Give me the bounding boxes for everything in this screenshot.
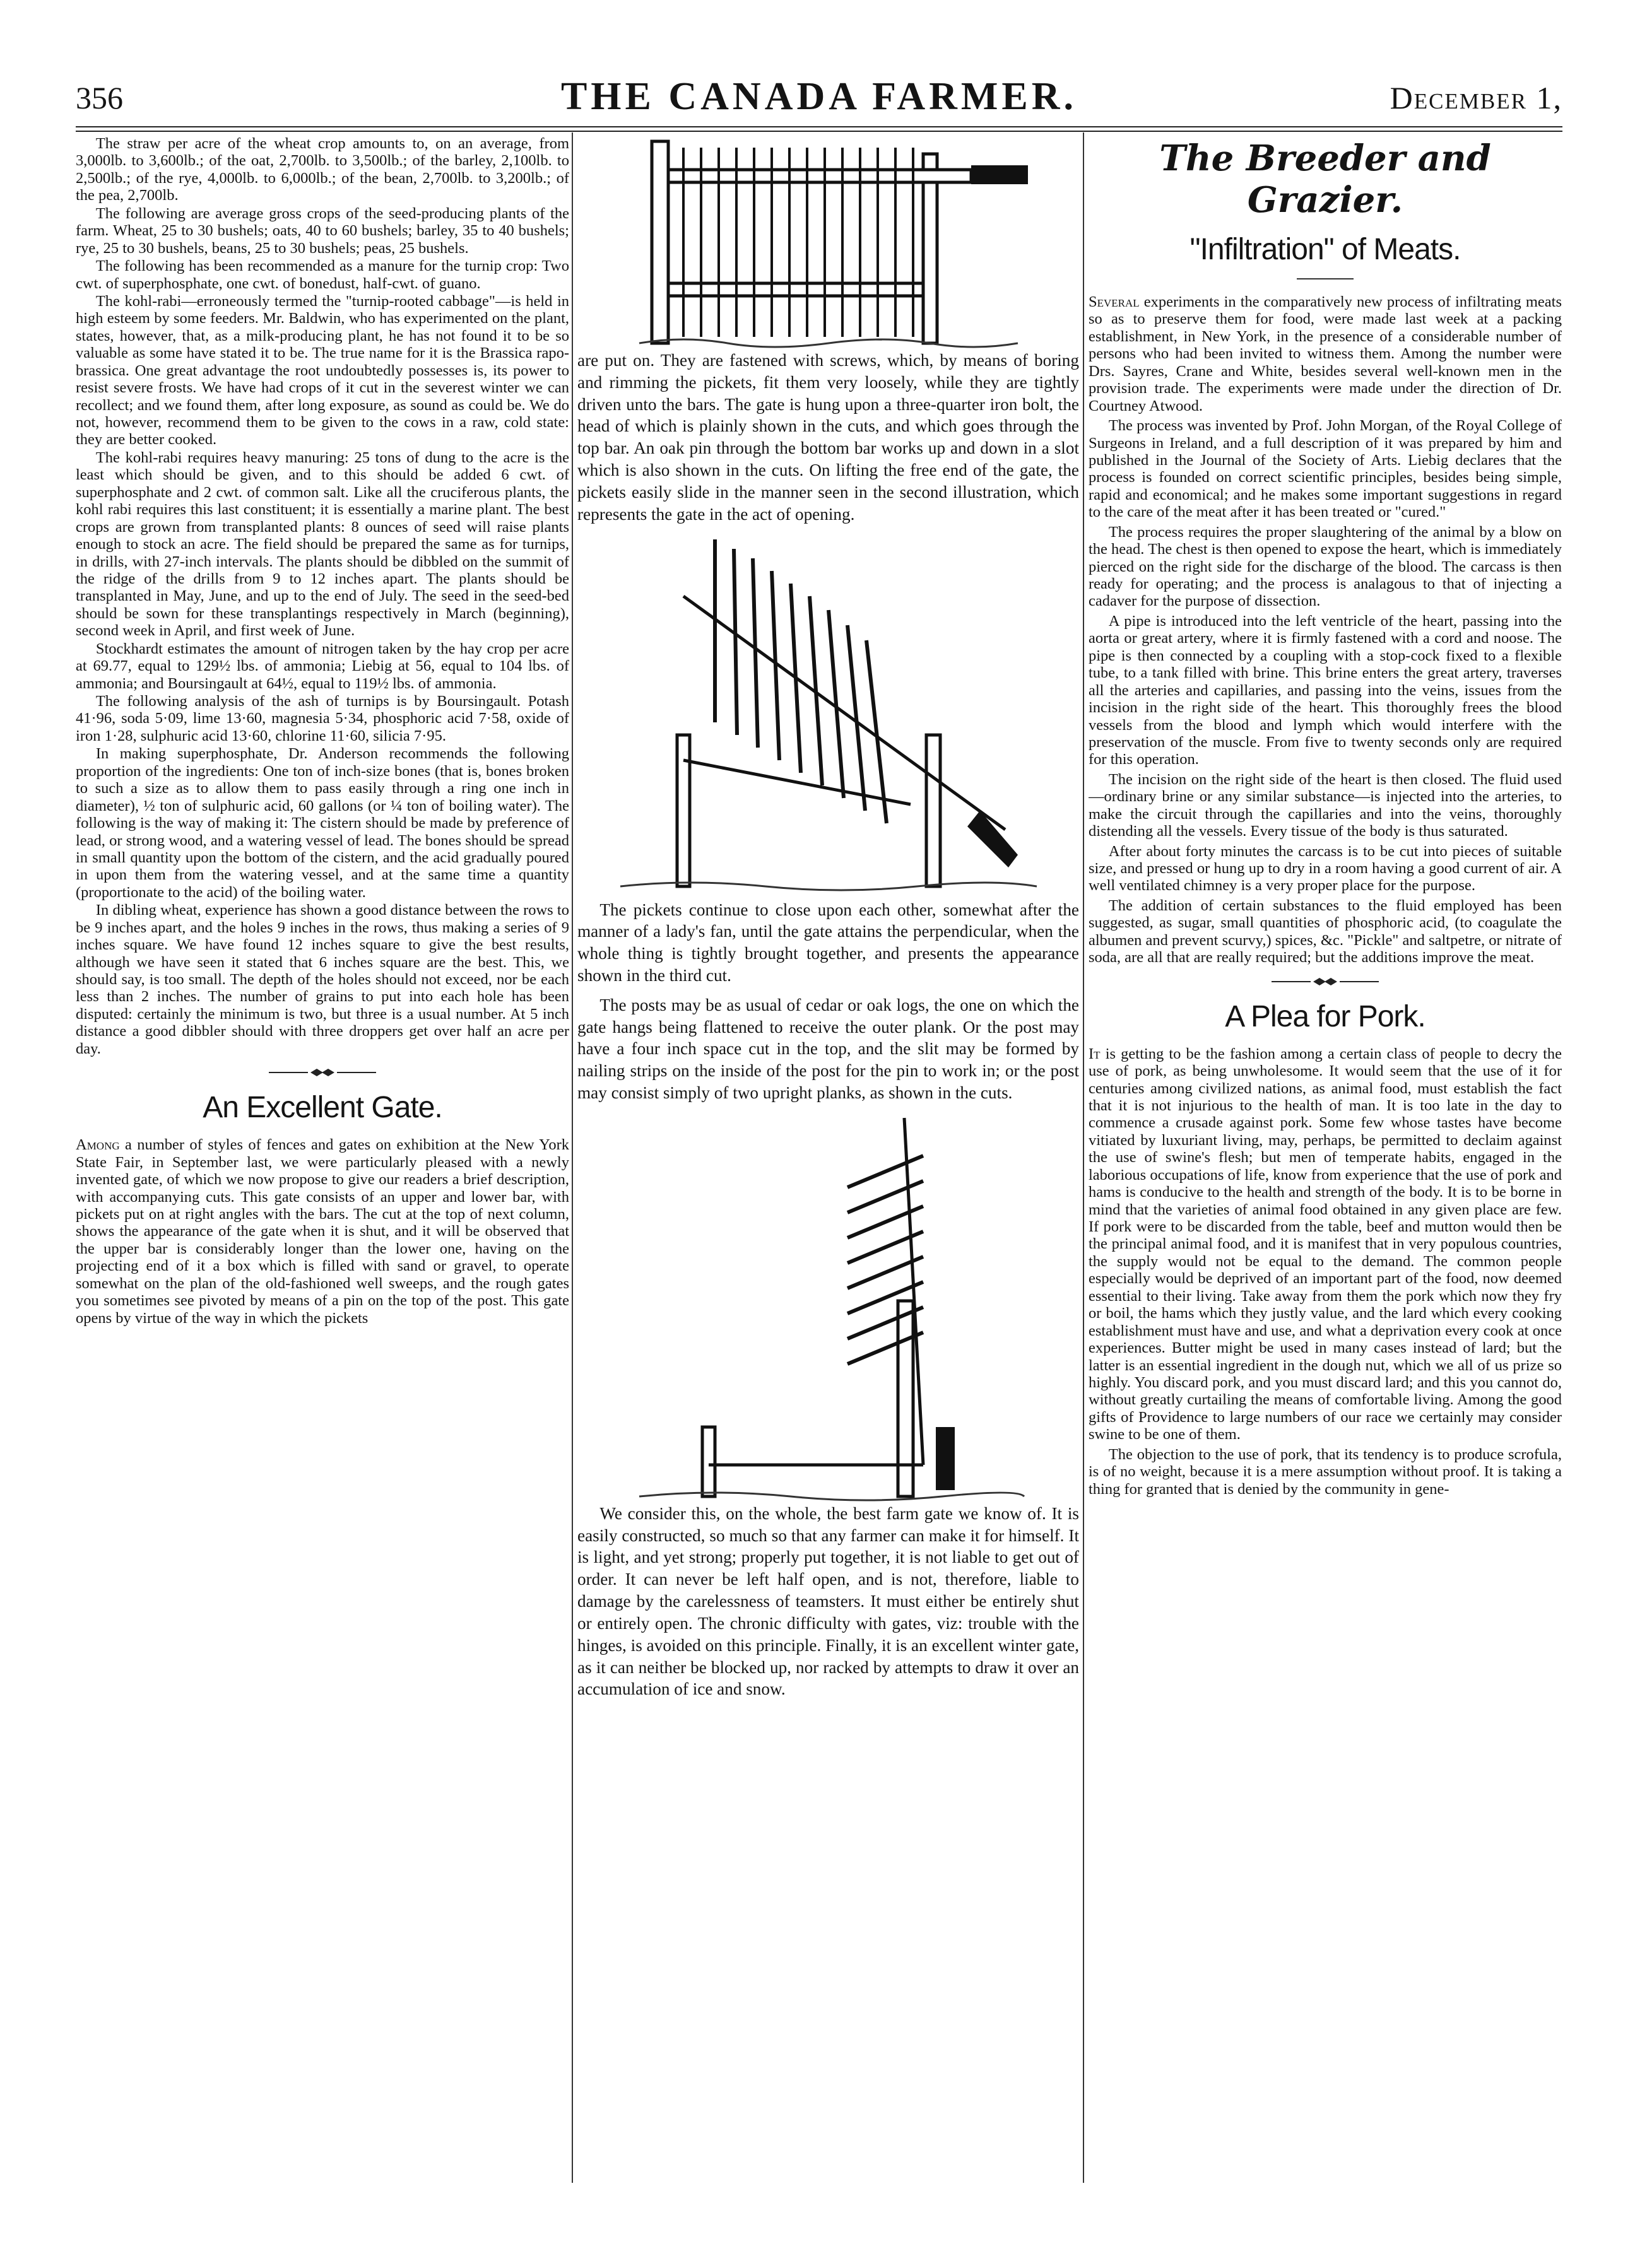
paragraph: A pipe is introduced into the left ventricle of the heart, passing into the aorta or great artery, where it is firmly fastened with a cord and noose. The pipe is then connected by a coupling with a stop-cock fixed to a flexible tube, to a tank filled with brine. This brine enters the great artery, traverses all the arteries and capillaries, and passing into the veins, issues from the incision in the right side of the heart. This thoroughly frees the blood vessels from the blood and lymph which would interfere with the preservation of the muscle. From five to twenty seconds only are required for this operation.	[1089, 612, 1562, 768]
paragraph: The process was invented by Prof. John Morgan, of the Royal College of Surgeons in Ireland, and a full description of it was prepared by him and published in the Journal of the Society of Arts. Liebig declares that the process is founded on correct scientific principles, besides being simple, rapid and economical; and he makes some important suggestions in regard to the care of the meat after it has been treated or "cured."	[1089, 417, 1562, 521]
paragraph: In dibling wheat, experience has shown a good distance between the rows to be 9 inches apart, and the holes 9 inches in the rows, thus making a series of 9 inches square. We have found 12 inches square to give the best results, although we have seen it stated that 6 inches square are the best. This, we should say, is too small. The depth of the holes should not exceed, nor be each less than 2 inches. The number of grains to put into each hole has been disputed: certainly the minimum is two, but three is a usual number. At 5 inch distance a good dibbler should with three droppers get over half an acre per day.	[76, 902, 569, 1057]
paragraph-text: a number of styles of fences and gates on exhibition at the New York State Fair, in September last, we were particularly pleased with a newly invented gate, of which we now propose to give our readers a brief description, with accompanying cuts. This gate consists of an upper and lower bar, with pickets put on at right angles with the bars. The cut at the top of next column, shows the appearance of the gate when it is shut, and it will be observed that the upper bar is considerably longer than the lower one, having on the projecting end of it a box which is filled with sand or gravel, to operate somewhat on the plan of the old-fashioned well sweeps, and the rough gates you sometimes see pivoted by means of a pin on the top of the post. This gate opens by virtue of the way in which the pickets	[76, 1136, 569, 1327]
issue-date: December 1,	[1390, 80, 1562, 115]
closed-gate-illustration	[627, 135, 1030, 350]
paragraph: The pickets continue to close upon each other, somewhat after the manner of a lady's fan, until the gate attains the perpendicular, when the whole thing is tightly brought together, and presents the appearance shown in the third cut.	[577, 900, 1079, 985]
opening-gate-illustration	[614, 533, 1043, 899]
paragraph: The posts may be as usual of cedar or oak logs, the one on which the gate hangs being flattened to receive the outer plank. Or the post may have a four inch space cut in the top, and the slit may be formed by nailing strips on the inside of the post for the pin to work in; or the post may consist simply of two upright planks, as shown in the cuts.	[577, 995, 1079, 1102]
article-heading: "Infiltration" of Meats.	[1189, 233, 1461, 266]
paragraph: The following are average gross crops of the seed-producing plants of the farm. Wheat, 25 to 30 bushels; oats, 40 to 60 bushels; barley, 35 to 40 bushels; rye, 25 to 30 bushels, beans, 25 to 30 bushels; peas, 25 bushels.	[76, 204, 569, 257]
paragraph: The objection to the use of pork, that its tendency is to produce scrofula, is of no weight, because it is a mere assumption without proof. It is taking a thing for granted that is denied by the community in gene-	[1089, 1445, 1562, 1498]
masthead-rule-bottom	[76, 131, 1562, 132]
column-divider	[572, 132, 573, 2183]
paragraph: The addition of certain substances to the fluid employed has been suggested, as sugar, small quantities of phosphoric acid, (to coagulate the albumen and prevent scurvy,) spices, &c. "Pickle" and saltpetre, or nitrate of soda, are all that are really required; but the additions improve the meat.	[1089, 896, 1562, 967]
newspaper-title: THE CANADA FARMER.	[560, 75, 1078, 118]
section-divider-ornament	[1272, 975, 1379, 988]
column-2	[577, 135, 1079, 2166]
paragraph: The following has been recommended as a manure for the turnip crop: Two cwt. of superphosphate, one cwt. of bonedust, half-cwt. of guano.	[76, 257, 569, 292]
open-gate-illustration	[627, 1112, 1030, 1503]
paragraph-text: experiments in the comparatively new process of infiltrating meats so as to preserve them for food, were made last week at a packing establishment, in New York, in the presence of a considerable number of persons who had been invited to witness them. Among the number were Drs. Sayres, Crane and White, besides several well-known men in the provision trade. The experiments were made under the direction of Dr. Courtney Atwood.	[1089, 293, 1562, 414]
paragraph: The process requires the proper slaughtering of the animal by a blow on the head. The chest is then opened to expose the heart, which is immediately pierced on the right side for the discharge of the blood. The carcass is then ready for operating; and the process is analagous to that of injecting a cadaver for the purpose of dissection.	[1089, 523, 1562, 610]
masthead	[76, 74, 1562, 125]
lead-word: It	[1089, 1045, 1101, 1062]
paragraph: After about forty minutes the carcass is to be cut into pieces of suitable size, and pressed or hung up to dry in a room having a good current of air. A well ventilated chimney is a very proper place for the purpose.	[1089, 842, 1562, 895]
article-heading: A Plea for Pork.	[1225, 999, 1425, 1033]
paragraph	[1089, 293, 1562, 414]
column-divider	[1083, 132, 1084, 2183]
department-heading: The Breeder and Grazier.	[1159, 138, 1491, 221]
article-heading: An Excellent Gate.	[203, 1091, 442, 1125]
page-number: 356	[76, 80, 123, 115]
paragraph: are put on. They are fastened with screws, which, by means of boring and rimming the pickets, fit them very loosely, while they are tightly driven unto the bars. The gate is hung upon a three-quarter iron bolt, the head of which is plainly shown in the cuts, and which goes through the top bar. An oak pin through the bottom bar works up and down in a slot which is also shown in the cuts. On lifting the free end of the gate, the pickets easily slide in the manner seen in the second illustration, which represents the gate in the act of opening.	[577, 351, 1079, 524]
paragraph: The kohl-rabi—erroneously termed the "turnip-rooted cabbage"—is held in high esteem by some feeders. Mr. Baldwin, who has experimented on the plant, states, however, that, as a milk-producing plant, he has not found it to be so valuable as some have stated it to be. The true name for it is the Brassica rapo-brassica. One great advantage the root undoubtedly possesses is, its power to resist severe frosts. We have had crops of it cut in the severest winter we can recollect; and we found them, after long exposure, as sound as could be. We do not, however, recommend them to be given to the cows in a raw, cold state: they are better cooked.	[76, 292, 569, 449]
lead-word: Among	[76, 1136, 120, 1154]
paragraph: The straw per acre of the wheat crop amounts to, on an average, from 3,000lb. to 3,600lb.; of the oat, 2,700lb. to 3,500lb.; of the barley, 2,100lb. to 2,500lb.; of the rye, 4,000lb. to 6,000lb.; of the bean, 2,700lb. to 3,200lb.; of the pea, 2,700lb.	[76, 135, 569, 204]
lead-word: Several	[1089, 293, 1140, 310]
column-3	[1089, 135, 1562, 2230]
paragraph: The following analysis of the ash of turnips is by Boursingault. Potash 41·96, soda 5·09, lime 13·60, magnesia 5·34, phosphoric acid 7·58, oxide of iron 1·28, sulphuric acid 13·60, chlorine 11·60, silicia 7·95.	[76, 693, 569, 744]
masthead-rule-top	[76, 126, 1562, 127]
paragraph	[1089, 1045, 1562, 1443]
paragraph: In making superphosphate, Dr. Anderson recommends the following proportion of the ingredients: One ton of inch-size bones (that is, bones broken to such a size as to allow them to pass easily through a ring one inch in diameter), ½ ton of sulphuric acid, 60 gallons (or ¼ ton of boiling water). The following is the way of making it: The cistern should be made by preference of lead, or strong wood, and a watering vessel of lead. The bones should be spread in small quantity upon the bottom of the cistern, and the acid gradually poured in upon them from the watering vessel, and at the same time a quantity (proportionate to the acid) of the boiling water.	[76, 745, 569, 901]
paragraph: Stockhardt estimates the amount of nitrogen taken by the hay crop per acre at 69.77, equal to 129½ lbs. of ammonia; Liebig at 56, equal to 104 lbs. of ammonia; and Boursingault at 64½, equal to 119½ lbs. of ammonia.	[76, 640, 569, 692]
paragraph: We consider this, on the whole, the best farm gate we know of. It is easily constructed, so much so that any farmer can make it for himself. It is light, and yet strong; properly put together, it is not liable to get out of order. It can never be left half open, and is not, therefore, liable to damage by the carelessness of teamsters. It must either be entirely shut or entirely open. The chronic difficulty with gates, viz: trouble with the hinges, is avoided on this principle. Finally, it is an excellent winter gate, as it can neither be blocked up, nor racked by attempts to draw it over an accumulation of ice and snow.	[577, 1503, 1079, 1699]
paragraph	[76, 1136, 569, 1327]
heading-rule	[1297, 278, 1354, 279]
section-divider-ornament	[269, 1066, 376, 1079]
paragraph: The kohl-rabi requires heavy manuring: 25 tons of dung to the acre is the least which should be given, and to this should be added 6 cwt. of superphosphate and 2 cwt. of common salt. Like all the cruciferous plants, the kohl rabi requires this last constituent; it is essentially a marine plant. The best crops are grown from transplanted plants: 8 ounces of seed will raise plants enough to stock an acre. The field should be prepared the same as for turnips, in drills, with 27-inch intervals. The plants should be dibbled on the summit of the ridge of the drills from 9 to 12 inches apart. The plants should be transplanted in May, June, and up to the end of July. The seed in the seed-bed should be sown for these transplantings respectively in March (beginning), second week in April, and first week of June.	[76, 449, 569, 640]
paragraph-text: is getting to be the fashion among a certain class of people to decry the use of pork, as being unwholesome. It would seem that the use of it for centuries among civilized nations, as animal food, must establish the fact that it is not injurious to the health of man. It is too late in the day to commence a crusade against pork. Some few whose tastes have become vitiated by luxuriant living, may, perhaps, be permitted to declaim against the use of swine's flesh; but men of temperate habits, engaged in the laborious occupations of life, know from experience that the use of pork and hams is conducive to the health and strength of the body. It is to be borne in mind that the varieties of animal food obtained in any given place are few. If pork were to be discarded from the table, beef and mutton would then be the principal animal food, and it is manifest that in very populous countries, the supply would not be equal to the demand. The common people especially would be deprived of an important part of the food, now deemed essential to their living. Take away from them the pork which now they fry or boil, the hams which they justly value, and the lard which every cooking establishment must have and use, and what a deprivation every cook at once experiences. Butter might be used in many cases instead of lard; but the latter is an essential ingredient in the dough nut, which we all of us prize so highly. You discard pork, and you must discard lard; and this you cannot do, without greatly curtailing the means of comfortable living. Among the good gifts of Providence to large numbers of our race we certainly may consider swine to be one of them.	[1089, 1045, 1562, 1443]
paragraph: The incision on the right side of the heart is then closed. The fluid used—ordinary brine or any similar substance—is injected into the arteries, to make the circuit through the capillaries and into the veins, thoroughly distending all the vessels. Every tissue of the body is thus saturated.	[1089, 770, 1562, 840]
column-1	[76, 135, 569, 2166]
